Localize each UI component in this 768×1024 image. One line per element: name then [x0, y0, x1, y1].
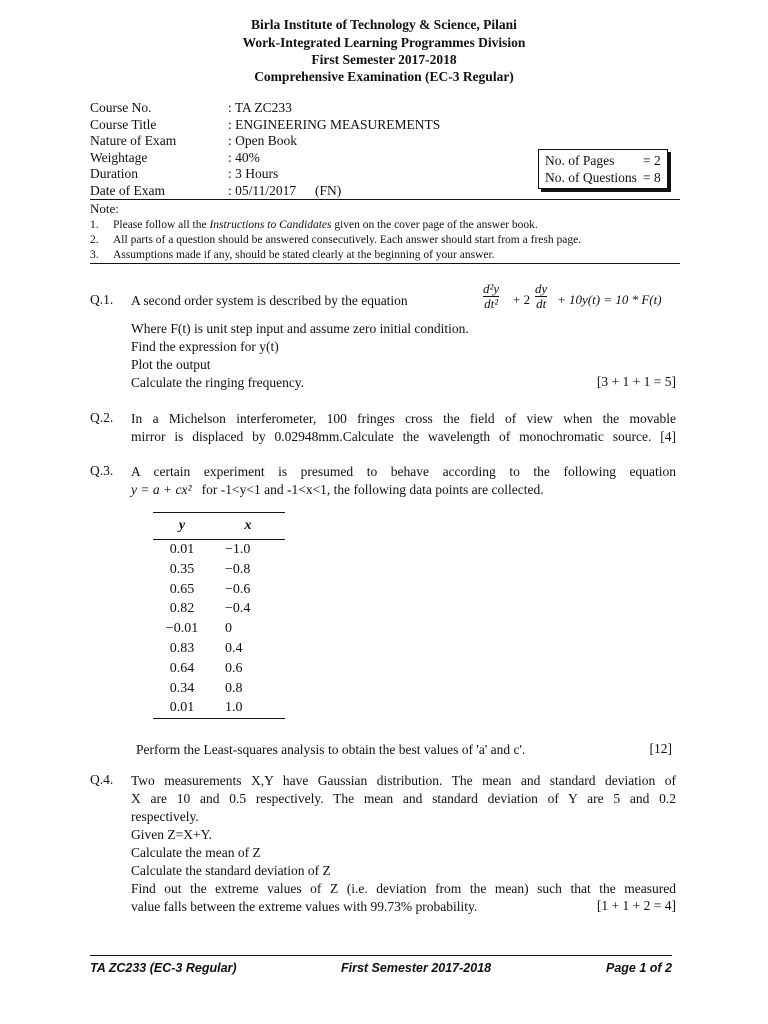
table-row: [153, 540, 285, 560]
institute-name: Birla Institute of Technology & Science, Pilani: [251, 17, 517, 32]
q4-number: Q.4.: [90, 772, 114, 787]
info-value: : Open Book: [228, 133, 297, 148]
note-number: 2.: [90, 234, 99, 246]
q4-line-6: Calculate the standard deviation of Z: [131, 863, 331, 878]
cell-y: 0.35: [169, 561, 195, 577]
info-label: Course Title: [90, 117, 157, 132]
q3-marks: [12]: [649, 741, 672, 756]
info-label: Weightage: [90, 150, 148, 165]
q1-number: Q.1.: [90, 292, 114, 307]
table-row: [153, 560, 285, 580]
info-label: Nature of Exam: [90, 133, 177, 148]
note-title: Note:: [90, 201, 119, 216]
q4-line-8: value falls between the extreme values with 99.73% probability.: [131, 899, 478, 914]
eq-rest: + 10y(t) = 10 * F(t): [557, 292, 662, 307]
cell-y: 0.34: [169, 680, 195, 696]
footer-course: TA ZC233 (EC-3 Regular): [90, 961, 237, 975]
q3-line-1: A certain experiment is presumed to behave according to the following equation: [131, 464, 676, 479]
info-label: Duration: [90, 166, 138, 181]
q3-range-text: for -1<y<1 and -1<x<1, the following data points are collected.: [201, 482, 544, 497]
q1-line-1: Where F(t) is unit step input and assume zero initial condition.: [131, 321, 469, 336]
table-row: [153, 580, 285, 600]
q3-number: Q.3.: [90, 463, 114, 478]
cell-y: 0.64: [169, 660, 195, 676]
q1-line-3: Plot the output: [131, 357, 211, 372]
info-value: : 05/11/2017: [228, 183, 297, 198]
header-divider: [90, 199, 680, 200]
q4-marks: [1 + 1 + 2 = 4]: [596, 898, 676, 913]
cell-x: −0.6: [225, 581, 251, 597]
note-text: given on the cover page of the answer book.: [331, 219, 538, 231]
cell-y: 0.01: [169, 542, 195, 557]
note-text: Assumptions made if any, should be stated clearly at the beginning of your answer.: [113, 249, 495, 261]
data-table: [153, 512, 285, 719]
q1-equation: [455, 282, 677, 322]
q3-equation: y = a + cx²: [131, 482, 192, 497]
q4-line-4: Given Z=X+Y.: [131, 827, 212, 842]
q2-number: Q.2.: [90, 410, 114, 425]
table-row: [153, 639, 285, 659]
q1-line-4: Calculate the ringing frequency.: [131, 375, 305, 390]
q1-intro: A second order system is described by the equation: [131, 293, 408, 308]
note-number: 3.: [90, 249, 99, 261]
q3-line-2: [131, 481, 676, 499]
eq-plus2: + 2: [513, 292, 531, 307]
pages-value: = 2: [643, 153, 661, 168]
note-number: 1.: [90, 219, 99, 231]
info-value: : ENGINEERING MEASUREMENTS: [228, 117, 441, 132]
note-text: All parts of a question should be answered consecutively. Each answer should start from a fresh page.: [113, 234, 582, 246]
eq-dy: dy: [535, 281, 548, 296]
q4-line-1: Two measurements X,Y have Gaussian distribution. The mean and standard deviation of: [131, 773, 676, 788]
info-label: Course No.: [90, 100, 152, 115]
q4-line-2: X are 10 and 0.5 respectively. The mean and standard deviation of Y are 5 and 0.2: [131, 791, 676, 806]
q4-line-7: Find out the extreme values of Z (i.e. deviation from the mean) such that the measured: [131, 881, 676, 896]
info-value: : 3 Hours: [228, 166, 279, 181]
cell-y: 0.83: [169, 640, 195, 656]
semester-title: First Semester 2017-2018: [311, 52, 457, 67]
footer-page-number: Page 1 of 2: [606, 961, 672, 975]
notes-divider: [90, 263, 680, 264]
table-header-row: [153, 513, 285, 540]
questions-value: = 8: [643, 170, 661, 185]
q1-marks: [3 + 1 + 1 = 5]: [596, 374, 676, 389]
table-row: [153, 679, 285, 699]
cell-x: −0.8: [225, 561, 251, 577]
cell-x: 0: [225, 621, 232, 637]
eq-dt2: dt²: [484, 296, 499, 311]
exam-summary-box: [538, 149, 668, 189]
cell-y: −0.01: [165, 621, 199, 637]
info-label: Date of Exam: [90, 183, 165, 198]
cell-x: 1.0: [211, 698, 285, 718]
eq-d2y: d²y: [483, 281, 500, 296]
cell-x: −1.0: [225, 542, 251, 557]
cell-x: 0.8: [225, 680, 243, 696]
table-row: [153, 698, 285, 718]
q1-line-2: Find the expression for y(t): [131, 339, 279, 354]
cell-x: −0.4: [225, 601, 251, 617]
pages-label: No. of Pages: [545, 153, 615, 168]
footer-semester: First Semester 2017-2018: [341, 961, 492, 975]
q2-line-2: mirror is displaced by 0.02948mm.Calculate the wavelength of monochromatic source. [4]: [131, 429, 676, 444]
session-fn: (FN): [315, 183, 342, 198]
division-name: Work-Integrated Learning Programmes Division: [242, 35, 526, 50]
col-y-header: y: [153, 513, 211, 540]
q3-instruction: Perform the Least-squares analysis to obtain the best values of 'a' and c'.: [136, 742, 526, 757]
cell-x: 0.6: [225, 660, 243, 676]
info-value: : 40%: [228, 150, 260, 165]
info-value: : TA ZC233: [228, 100, 292, 115]
q2-line-1: In a Michelson interferometer, 100 fringes cross the field of view when the movable: [131, 411, 676, 426]
note-text: Please follow all the: [113, 219, 210, 231]
table-row: [153, 599, 285, 619]
q4-line-3: respectively.: [131, 809, 199, 824]
cell-y: 0.65: [169, 581, 195, 597]
q4-line-5: Calculate the mean of Z: [131, 845, 261, 860]
table-row: [153, 619, 285, 639]
questions-label: No. of Questions: [545, 170, 637, 185]
footer-divider: [90, 955, 672, 956]
col-x-header: x: [211, 513, 285, 540]
note-emphasis: Instructions to Candidates: [209, 219, 332, 231]
exam-title: Comprehensive Examination (EC-3 Regular): [254, 69, 514, 84]
cell-y: 0.82: [169, 601, 195, 617]
eq-dt: dt: [536, 296, 547, 311]
cell-x: 0.4: [225, 640, 243, 656]
cell-y: 0.01: [153, 698, 211, 718]
table-row: [153, 659, 285, 679]
